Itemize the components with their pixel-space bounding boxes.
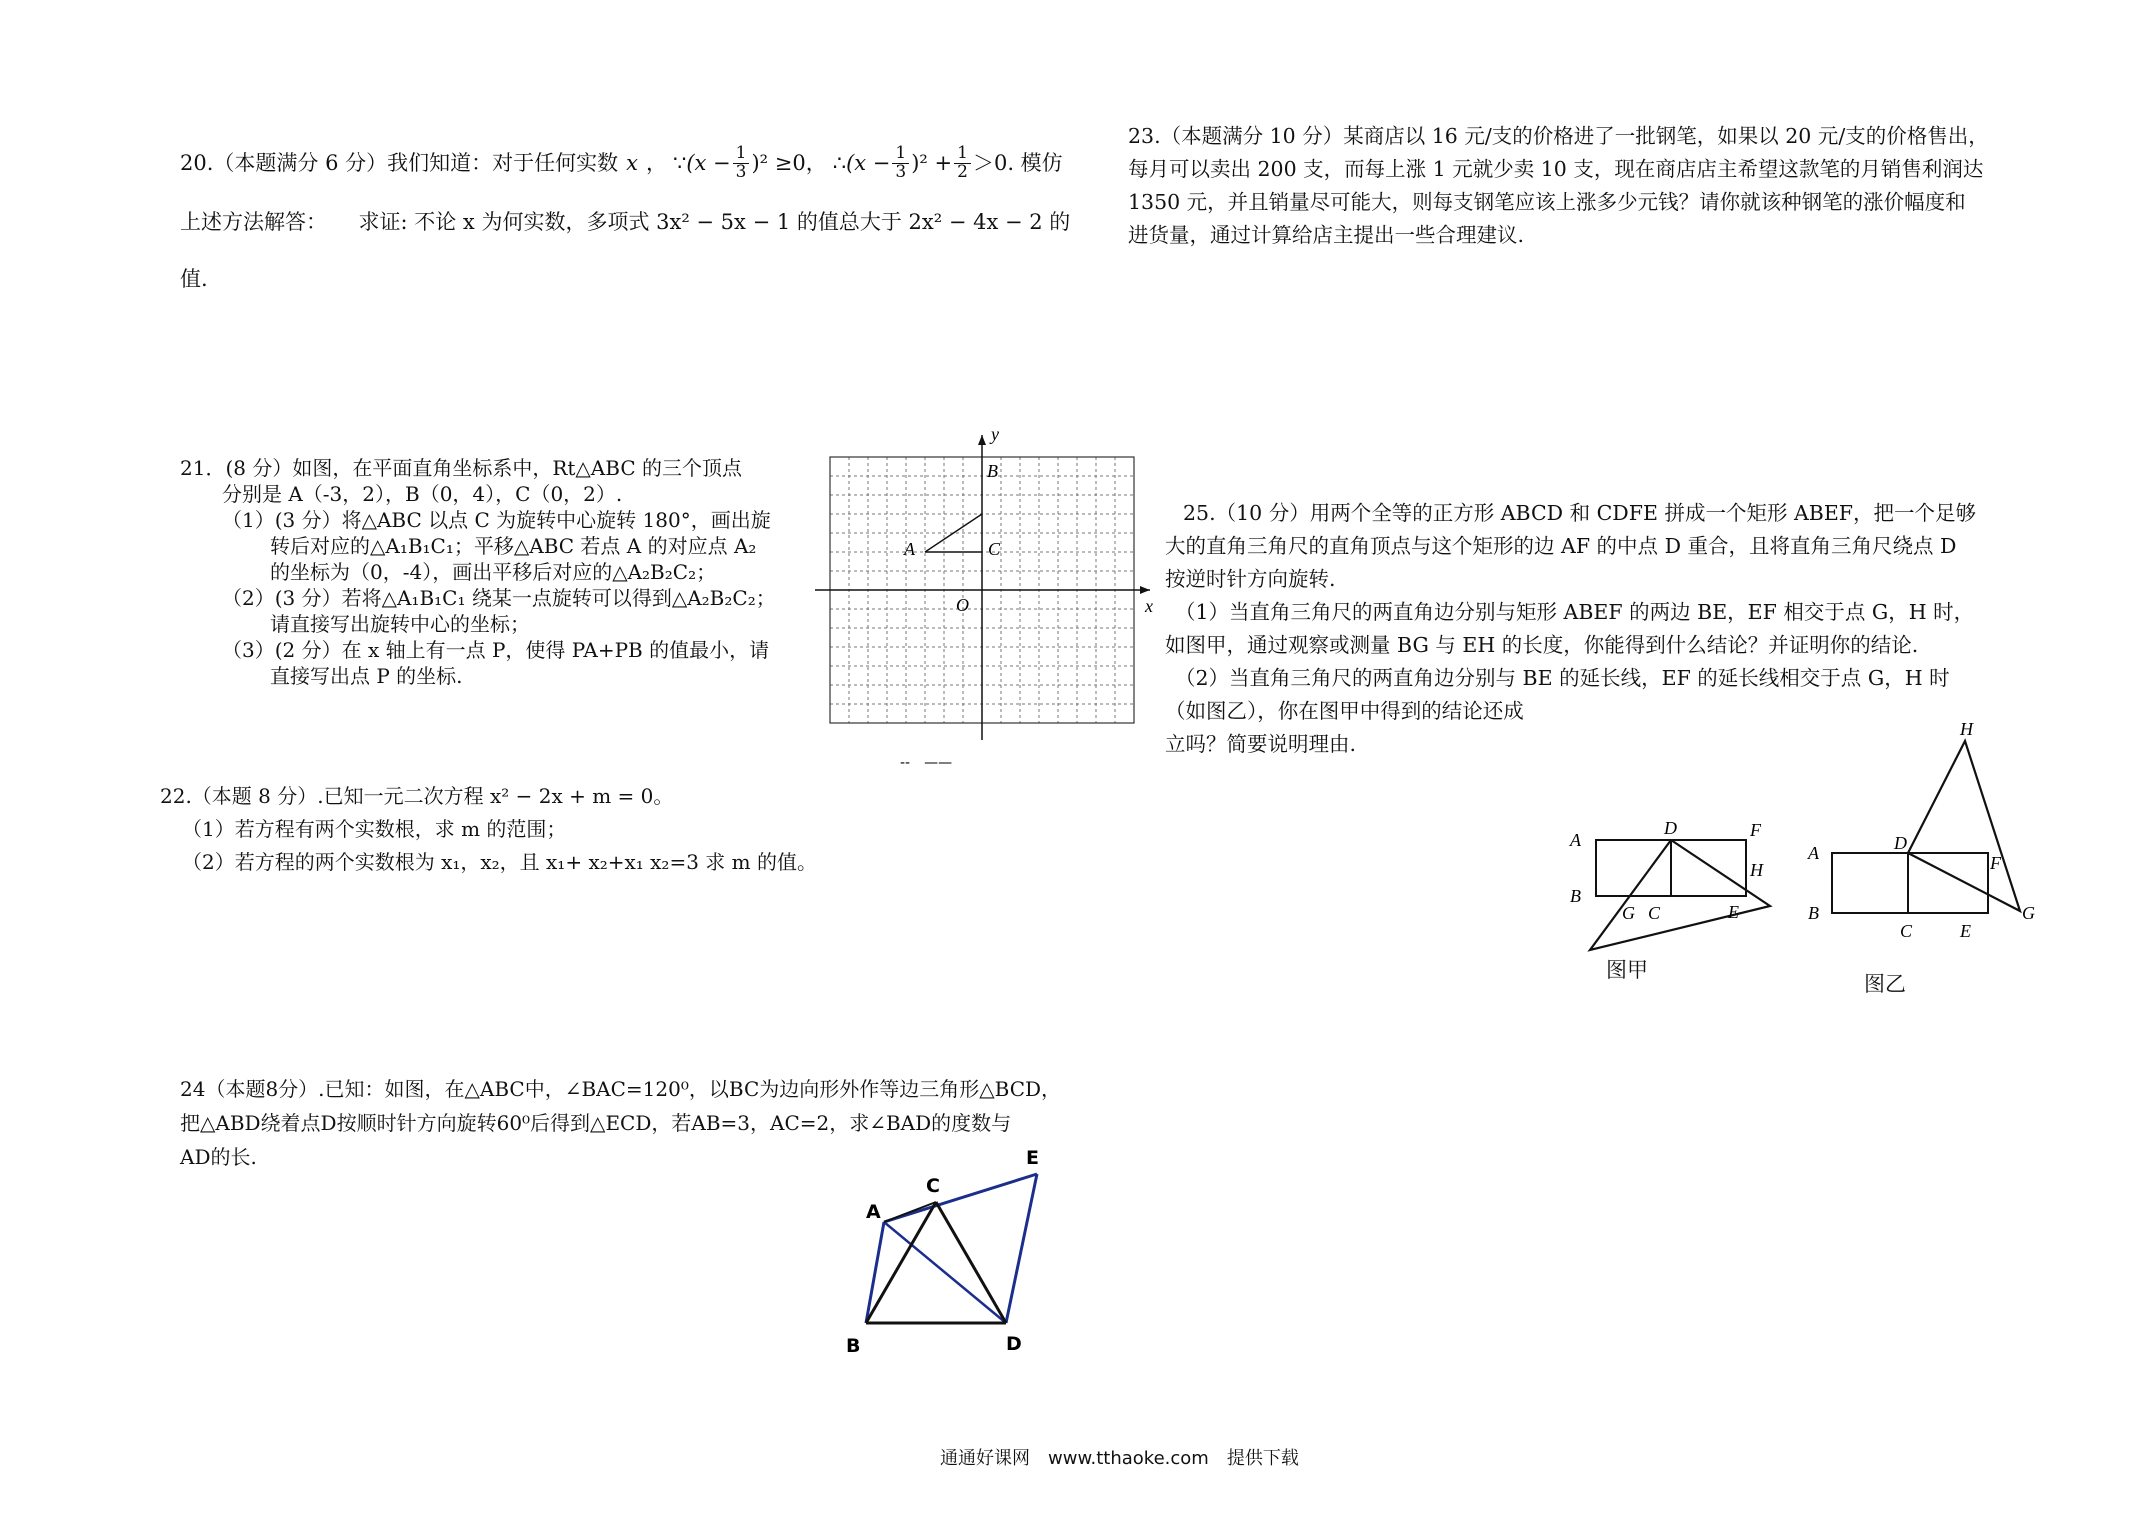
label-g: G [1622, 903, 1635, 923]
segment-ac [884, 1202, 936, 1222]
question-25: 25.（10 分）用两个全等的正方形 ABCD 和 CDFE 拼成一个矩形 ABEF，把一个足够 大的直角三角尺的直角顶点与这个矩形的边 AF 的中点 D 重合，且将直角三角尺绕点 D 按逆时针方向旋转. （1）当直角三角尺的两直角边分别与矩形 ABEF 的两边 BE，EF 相交于点 G，H 时， 如图甲，通过观察或测量 BG 与 EH 的长度，你能得到什么结论？并证明你的结论. （2）当直角三角尺的两直角边分别与 BE 的延长线，EF 的延长线相交于点 G，H 时 （如图乙），你在图甲中得到的结论还成 立吗？简要说明理由. [1165, 501, 1977, 756]
q20-line-2: 上述方法解答： 求证: 不论 x 为何实数，多项式 3x² − 5x − 1 的值总大于 2x² − 4x − 2 的 [180, 210, 1071, 234]
fraction-one-third-a: $\frac{1}{3}$ [733, 145, 750, 182]
label-c: C [1900, 921, 1913, 941]
segment-ae [884, 1174, 1037, 1222]
label-o: O [956, 595, 969, 615]
q20-line-3: 值. [180, 266, 208, 291]
label-a: A [866, 1201, 881, 1223]
label-d: D [1664, 818, 1677, 838]
label-e: E [1960, 921, 1971, 941]
figure-jia [1560, 820, 1790, 990]
footer-source: 通通好课网 www.tthaoke.com 提供下载 [940, 1448, 1299, 1469]
fraction-one-half: $\frac{1}{2}$ [954, 145, 971, 182]
question-22: 22.（本题 8 分）.已知一元二次方程 x² − 2x + m = 0。 （1）若方程有两个实数根，求 m 的范围； （2）若方程的两个实数根为 x₁，x₂，且 x₁+ x₂+x₁ x₂=3 求 m 的值。 [160, 784, 817, 874]
question-24: 24（本题8分）.已知：如图，在△ABC中，∠BAC=120⁰，以BC为边向形外作等边三角形△BCD， 把△ABD绕着点D按顺时针方向旋转60⁰后得到△ECD，若AB=3，AC=2，求∠BAD的度数与 AD的长. [180, 1077, 1062, 1169]
label-c: C [1648, 903, 1661, 923]
label-c: C [926, 1175, 940, 1197]
triangle-figure-q24 [830, 1140, 1060, 1360]
label-f: F [1750, 820, 1761, 840]
label-g: G [2022, 903, 2035, 923]
label-e: E [1026, 1147, 1039, 1169]
label-a: A [1570, 830, 1581, 850]
label-h: H [1960, 719, 1973, 739]
label-y: y [991, 424, 999, 444]
label-b: B [846, 1335, 861, 1357]
question-21: 21．(8 分）如图，在平面直角坐标系中，Rt△ABC 的三个顶点 分别是 A（-3，2），B（0，4），C（0，2）. （1）(3 分）将△ABC 以点 C 为旋转中心旋转 180°，画出旋 转后对应的△A₁B₁C₁；平移△ABC 若点 A 的对应点 A₂ 的坐标为（0，-4），画出平移后对应的△A₂B₂C₂； （2）(3 分）若将△A₁B₁C₁ 绕某一点旋转可以得到△A₂B₂C₂； 请直接写出旋转中心的坐标； （3）(2 分）在 x 轴上有一点 P，使得 PA+PB 的值最小，请 直接写出点 P 的坐标. [180, 456, 776, 688]
label-d: D [1006, 1333, 1022, 1355]
label-a: A [1808, 843, 1819, 863]
figure-jia-caption: 图甲 [1606, 958, 1648, 982]
label-a: A [904, 539, 915, 559]
label-b: B [1808, 903, 1819, 923]
figure-yi-caption: 图乙 [1864, 972, 1906, 996]
label-b: B [1570, 886, 1581, 906]
label-b: B [987, 461, 998, 481]
segment-cd [936, 1202, 1006, 1323]
question-20 [180, 128, 1080, 295]
label-e: E [1728, 902, 1739, 922]
segment-ed [1006, 1174, 1037, 1323]
grid-caption-marks: -- —— [900, 755, 953, 771]
coordinate-grid-figure [820, 425, 1160, 785]
label-c: C [988, 539, 1001, 559]
fraction-one-third-b: $\frac{1}{3}$ [892, 145, 909, 182]
label-f: F [1990, 853, 2001, 873]
figure-yi [1790, 715, 2050, 945]
label-d: D [1894, 833, 1907, 853]
question-23: 23.（本题满分 10 分）某商店以 16 元/支的价格进了一批钢笔，如果以 20 元/支的价格售出， 每月可以卖出 200 支，而每上涨 1 元就少卖 10 支，现在商店店主希望这款笔的月销售利润达 1350 元，并且销量尽可能大，则每支钢笔应该上涨多少元钱？请你就该种钢笔的涨价幅度和 进货量，通过计算给店主提出一些合理建议. [1128, 124, 1989, 247]
label-h: H [1750, 860, 1763, 880]
label-x: x [1145, 596, 1153, 616]
q20-line-1: 20.（本题满分 6 分）我们知道：对于任何实数 x ， ∵ (x − $\frac{1}{3}$ )² ≥0， ∴ (x − $\frac{1}{3}$ )² + $\frac{1}{2}$ ＞0. 模仿 [180, 142, 1063, 182]
segment-ad [884, 1222, 1006, 1323]
